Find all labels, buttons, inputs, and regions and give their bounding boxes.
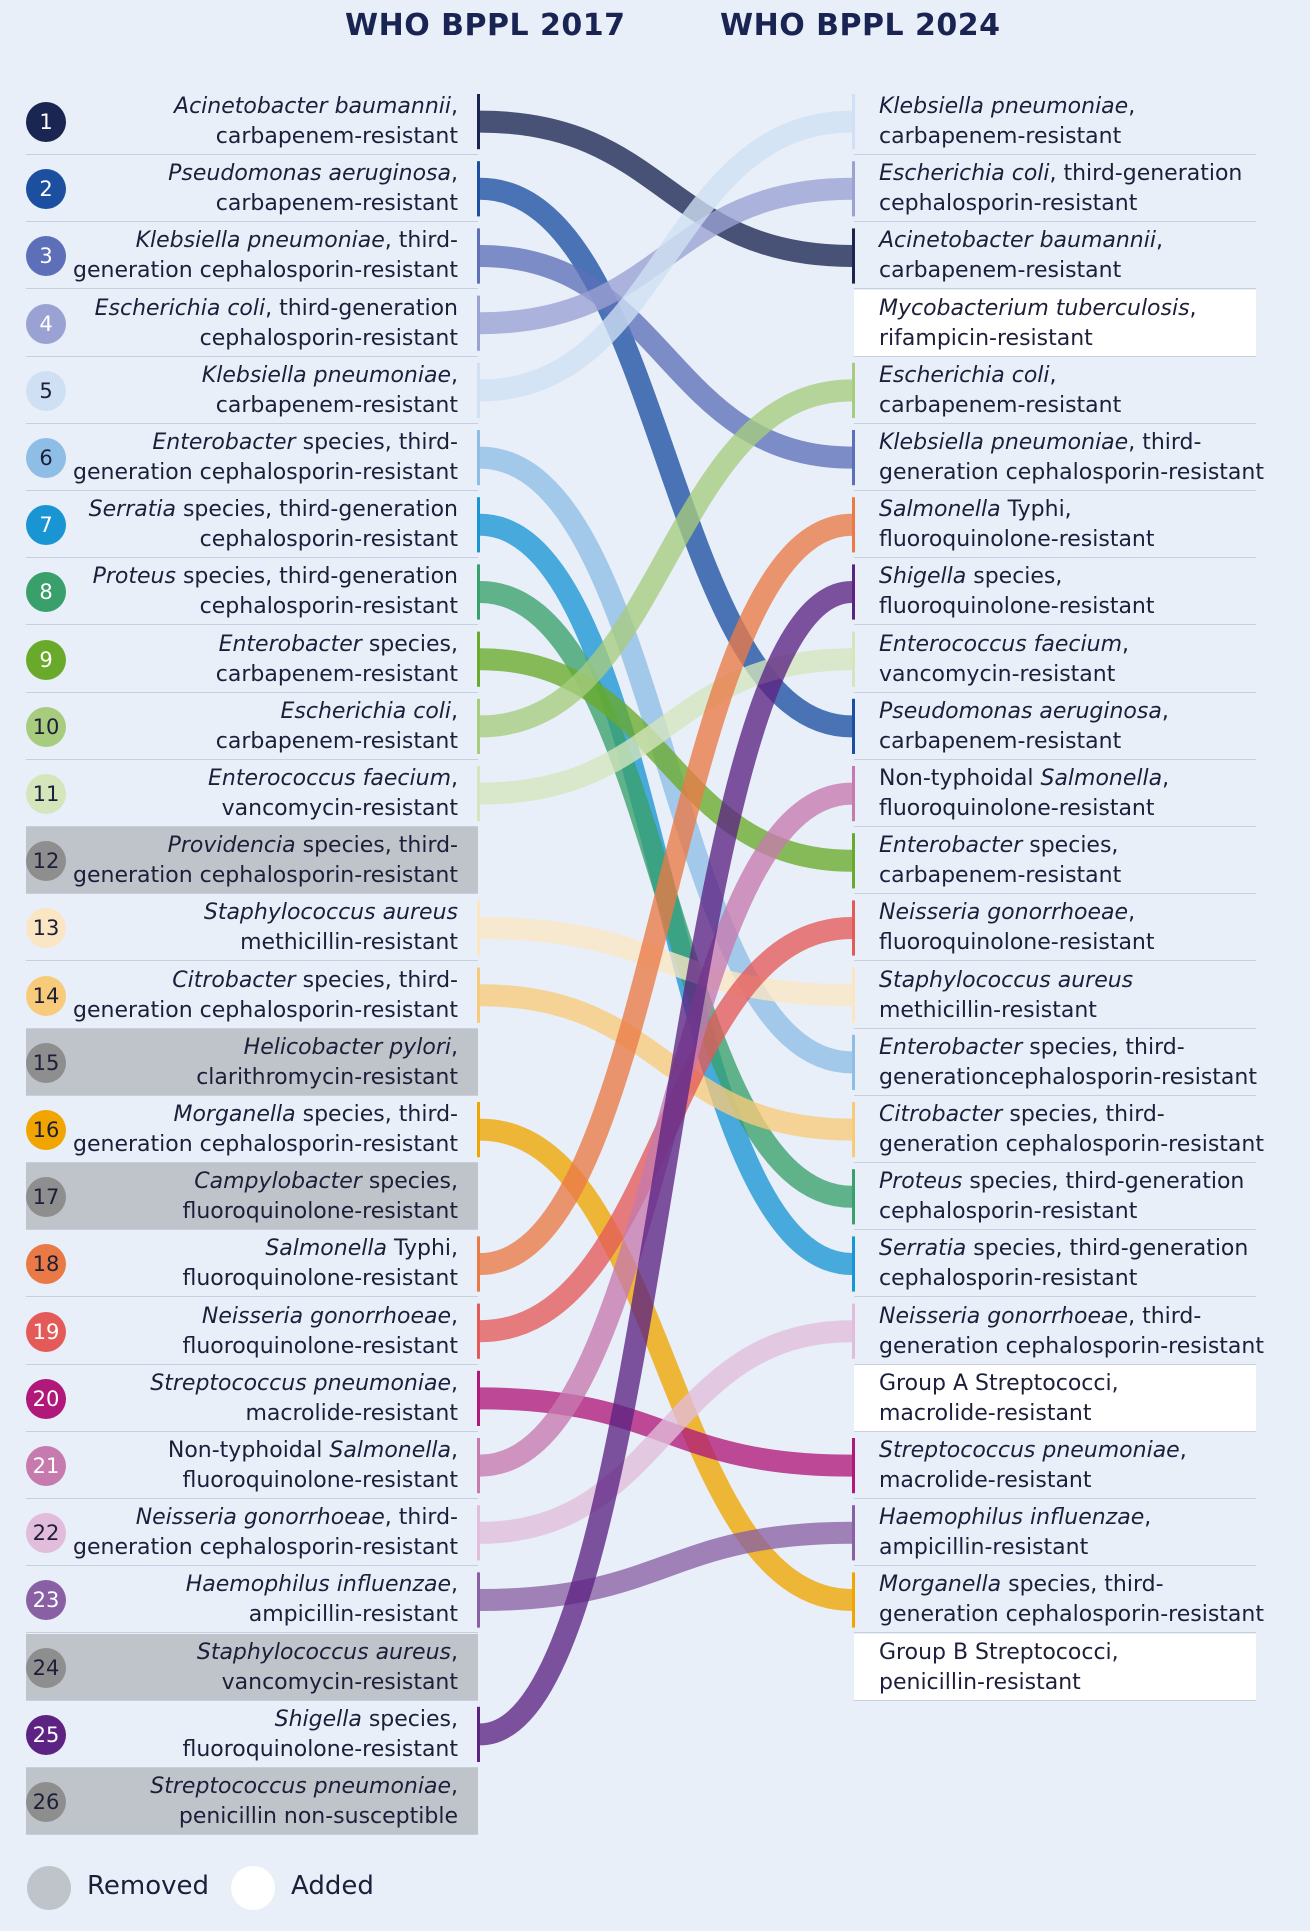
rank-badge: 12 — [26, 841, 66, 881]
left-edge-bar — [477, 900, 480, 955]
right-edge-bar — [852, 228, 855, 283]
pathogen-label: Streptococcus pneumoniae, macrolide-resistant — [150, 1370, 458, 1426]
pathogen-label: Enterococcus faecium, vancomycin-resistant — [879, 631, 1129, 687]
legend-removed-label: Removed — [87, 1871, 210, 1901]
left-edge-bar — [477, 632, 480, 687]
legend-added-label: Added — [291, 1871, 374, 1901]
rank-badge: 3 — [26, 236, 66, 276]
pathogen-label: Haemophilus influenzae, ampicillin-resistant — [879, 1505, 1152, 1561]
right-edge-bar — [852, 1169, 855, 1224]
pathogen-label: Escherichia coli, third-generation cephalosporin-resistant — [879, 161, 1243, 217]
pathogen-label: Enterobacter species, carbapenem-resistant — [879, 833, 1122, 889]
pathogen-label: Escherichia coli, carbapenem-resistant — [879, 362, 1122, 418]
pathogen-label: Proteus species, third-generation cephalosporin-resistant — [879, 1169, 1245, 1225]
pathogen-label: Klebsiella pneumoniae, carbapenem-resistant — [201, 362, 458, 418]
rank-badge: 25 — [26, 1715, 66, 1755]
pathogen-label: Streptococcus pneumoniae, penicillin non-susceptible — [150, 1774, 458, 1829]
rank-badge: 17 — [26, 1177, 66, 1217]
rank-badge: 11 — [26, 774, 66, 814]
pathogen-label: Salmonella Typhi, fluoroquinolone-resistant — [879, 497, 1155, 553]
rank-badge: 18 — [26, 1244, 66, 1284]
rank-badge: 24 — [26, 1648, 66, 1688]
left-edge-bar — [477, 1102, 480, 1157]
rank-badge: 14 — [26, 976, 66, 1016]
right-edge-bar — [852, 564, 855, 619]
pathogen-label: Neisseria gonorrhoeae, fluoroquinolone-resistant — [879, 900, 1155, 956]
pathogen-label: Morganella species, third- generation cephalosporin-resistant — [73, 1102, 458, 1157]
right-edge-bar — [852, 94, 855, 149]
left-edge-bar — [477, 228, 480, 283]
left-edge-bar — [477, 497, 480, 552]
pathogen-label: Group B Streptococci, penicillin-resistant — [879, 1639, 1119, 1695]
right-edge-bar — [852, 363, 855, 418]
rank-badge: 26 — [26, 1782, 66, 1822]
right-edge-bar — [852, 430, 855, 485]
pathogen-label: Staphylococcus aureus, vancomycin-resistant — [196, 1639, 458, 1695]
right-edge-bar — [852, 699, 855, 754]
pathogen-label: Citrobacter species, third- generation cephalosporin-resistant — [73, 967, 458, 1023]
left-edge-bar — [477, 968, 480, 1023]
left-edge-bar — [477, 1707, 480, 1762]
pathogen-label: Acinetobacter baumannii, carbapenem-resistant — [174, 94, 458, 149]
rank-badge: 20 — [26, 1379, 66, 1419]
left-edge-bar — [477, 94, 480, 149]
left-edge-bar — [477, 161, 480, 216]
pathogen-label: Enterobacter species, third- generation cephalosporin-resistant — [73, 430, 458, 485]
left-edge-bar — [477, 363, 480, 418]
rank-badge: 6 — [26, 438, 66, 478]
pathogen-label: Mycobacterium tuberculosis, rifampicin-resistant — [879, 295, 1197, 351]
pathogen-label: Pseudomonas aeruginosa, carbapenem-resistant — [168, 161, 458, 217]
rank-badge: 19 — [26, 1312, 66, 1352]
pathogen-label: Salmonella Typhi, fluoroquinolone-resistant — [182, 1236, 458, 1292]
rank-badge: 15 — [26, 1043, 66, 1083]
pathogen-label: Staphylococcus aureus methicillin-resistant — [879, 967, 1134, 1023]
rank-badge: 2 — [26, 169, 66, 209]
right-edge-bar — [852, 1035, 855, 1090]
right-edge-bar — [852, 1102, 855, 1157]
pathogen-label: Neisseria gonorrhoeae, fluoroquinolone-resistant — [182, 1303, 458, 1359]
pathogen-label: Neisseria gonorrhoeae, third- generation cephalosporin-resistant — [879, 1303, 1264, 1359]
right-edge-bar — [852, 1438, 855, 1493]
pathogen-label: Enterobacter species, carbapenem-resistant — [215, 631, 458, 687]
pathogen-label: Acinetobacter baumannii, carbapenem-resistant — [879, 228, 1163, 284]
pathogen-label: Enterococcus faecium, vancomycin-resistant — [208, 766, 458, 821]
pathogen-label: Shigella species, fluoroquinolone-resistant — [182, 1706, 458, 1762]
pathogen-label: Providencia species, third- generation cephalosporin-resistant — [73, 833, 458, 889]
pathogen-label: Non-typhoidal Salmonella, fluoroquinolone-resistant — [879, 766, 1170, 821]
right-edge-bar — [852, 632, 855, 687]
rank-badge: 16 — [26, 1110, 66, 1150]
rank-badge: 5 — [26, 371, 66, 411]
left-edge-bar — [477, 430, 480, 485]
rank-badge: 22 — [26, 1513, 66, 1553]
pathogen-label: Haemophilus influenzae, ampicillin-resistant — [185, 1572, 458, 1628]
pathogen-label: Escherichia coli, third-generation cephalosporin-resistant — [94, 295, 458, 351]
right-edge-bar — [852, 161, 855, 216]
right-edge-bar — [852, 497, 855, 552]
legend-added-swatch — [231, 1866, 275, 1910]
header-2017: WHO BPPL 2017 — [345, 8, 626, 43]
header-2024: WHO BPPL 2024 — [720, 8, 1001, 43]
pathogen-label: Morganella species, third- generation cephalosporin-resistant — [879, 1572, 1264, 1628]
left-edge-bar — [477, 564, 480, 619]
pathogen-label: Escherichia coli, carbapenem-resistant — [215, 698, 458, 754]
right-edge-bar — [852, 766, 855, 821]
pathogen-label: Non-typhoidal Salmonella, fluoroquinolone-resistant — [167, 1438, 458, 1493]
rank-badge: 10 — [26, 707, 66, 747]
rank-badge: 21 — [26, 1446, 66, 1486]
pathogen-label: Neisseria gonorrhoeae, third- generation cephalosporin-resistant — [73, 1505, 458, 1561]
rank-badge: 7 — [26, 505, 66, 545]
pathogen-label: Citrobacter species, third- generation cephalosporin-resistant — [879, 1102, 1264, 1157]
pathogen-label: Serratia species, third-generation cephalosporin-resistant — [88, 497, 458, 553]
pathogen-label: Klebsiella pneumoniae, third- generation cephalosporin-resistant — [879, 430, 1264, 485]
right-edge-bar — [852, 968, 855, 1023]
pathogen-label: Pseudomonas aeruginosa, carbapenem-resistant — [879, 698, 1169, 754]
right-edge-bar — [852, 1304, 855, 1359]
rank-badge: 23 — [26, 1580, 66, 1620]
rank-badge: 13 — [26, 908, 66, 948]
left-edge-bar — [477, 699, 480, 754]
left-edge-bar — [477, 1236, 480, 1291]
left-edge-bar — [477, 1505, 480, 1560]
pathogen-label: Klebsiella pneumoniae, carbapenem-resistant — [879, 94, 1136, 149]
pathogen-label: Proteus species, third-generation cephalosporin-resistant — [92, 564, 458, 620]
rank-badge: 8 — [26, 572, 66, 612]
rank-badge: 4 — [26, 304, 66, 344]
pathogen-label: Klebsiella pneumoniae, third- generation cephalosporin-resistant — [73, 228, 458, 284]
pathogen-label: Serratia species, third-generation cephalosporin-resistant — [879, 1236, 1249, 1292]
left-edge-bar — [477, 1572, 480, 1627]
pathogen-label: Streptococcus pneumoniae, macrolide-resistant — [879, 1438, 1187, 1493]
right-edge-bar — [852, 1572, 855, 1627]
left-edge-bar — [477, 296, 480, 351]
pathogen-label: Group A Streptococci, macrolide-resistant — [879, 1370, 1119, 1426]
pathogen-label: Staphylococcus aureus methicillin-resistant — [203, 900, 458, 956]
right-edge-bar — [852, 833, 855, 888]
right-edge-bar — [852, 1505, 855, 1560]
left-edge-bar — [477, 1371, 480, 1426]
pathogen-label: Enterobacter species, third- generationcephalosporin-resistant — [879, 1034, 1257, 1090]
rank-badge: 9 — [26, 640, 66, 680]
pathogen-label: Campylobacter species, fluoroquinolone-resistant — [182, 1169, 458, 1225]
pathogen-label: Shigella species, fluoroquinolone-resistant — [879, 564, 1155, 620]
right-edge-bar — [852, 1236, 855, 1291]
left-edge-bar — [477, 766, 480, 821]
pathogen-label: Helicobacter pylori, clarithromycin-resistant — [196, 1034, 458, 1090]
rank-badge: 1 — [26, 102, 66, 142]
right-edge-bar — [852, 900, 855, 955]
left-edge-bar — [477, 1438, 480, 1493]
left-edge-bar — [477, 1304, 480, 1359]
legend-removed-swatch — [27, 1866, 71, 1910]
